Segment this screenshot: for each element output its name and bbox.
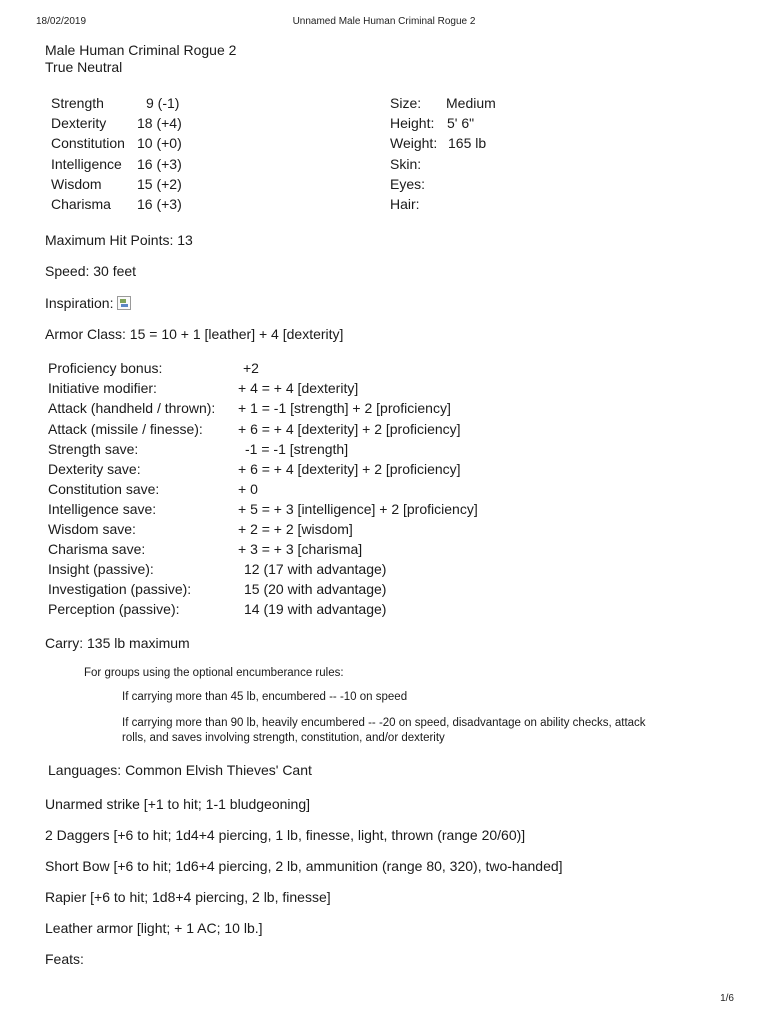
broken-image-icon — [117, 296, 131, 310]
ability-name: Constitution — [51, 135, 125, 151]
proficiency-label: Proficiency bonus: — [48, 360, 163, 376]
proficiency-value: + 2 = + 2 [wisdom] — [238, 521, 353, 537]
page-number: 1/6 — [720, 993, 734, 1004]
proficiency-label: Insight (passive): — [48, 561, 154, 577]
physical-value: 165 lb — [448, 135, 487, 151]
print-date: 18/02/2019 — [36, 16, 87, 27]
max-hit-points: Maximum Hit Points: 13 — [45, 232, 193, 248]
proficiency-value: 15 (20 with advantage) — [244, 581, 387, 597]
carry-capacity: Carry: 135 lb maximum — [45, 635, 190, 651]
proficiency-value: +2 — [243, 360, 259, 376]
proficiency-value: 12 (17 with advantage) — [244, 561, 387, 577]
proficiency-value: + 4 = + 4 [dexterity] — [238, 380, 359, 396]
proficiency-label: Strength save: — [48, 441, 139, 457]
proficiency-label: Intelligence save: — [48, 501, 157, 517]
ability-value: 16 (+3) — [137, 156, 182, 172]
proficiency-value: + 3 = + 3 [charisma] — [238, 541, 363, 557]
heavily-encumbered-rule-line2: rolls, and saves involving strength, constitution, and/or dexterity — [122, 732, 445, 744]
ability-value: 18 (+4) — [137, 115, 182, 131]
proficiency-value: + 6 = + 4 [dexterity] + 2 [proficiency] — [238, 461, 461, 477]
encumbrance-intro: For groups using the optional encumberance rules: — [84, 667, 344, 679]
proficiency-value: + 6 = + 4 [dexterity] + 2 [proficiency] — [238, 421, 461, 437]
inspiration — [45, 295, 131, 312]
proficiency-value: -1 = -1 [strength] — [245, 441, 349, 457]
proficiency-label: Investigation (passive): — [48, 581, 192, 597]
encumbered-rule: If carrying more than 45 lb, encumbered -- -10 on speed — [122, 691, 408, 703]
physical-label: Hair: — [390, 196, 420, 212]
physical-label: Weight: — [390, 135, 438, 151]
inspiration-label: Inspiration: — [45, 295, 114, 311]
proficiency-label: Constitution save: — [48, 481, 160, 497]
ability-value: 10 (+0) — [137, 135, 182, 151]
ability-name: Wisdom — [51, 176, 102, 192]
page-title: Unnamed Male Human Criminal Rogue 2 — [292, 16, 476, 27]
feats-heading: Feats: — [45, 951, 84, 967]
proficiency-label: Initiative modifier: — [48, 380, 157, 396]
ability-name: Dexterity — [51, 115, 107, 131]
equipment-item: Short Bow [+6 to hit; 1d6+4 piercing, 2 lb, ammunition (range 80, 320), two-handed] — [45, 858, 563, 874]
proficiency-value: + 5 = + 3 [intelligence] + 2 [proficiency] — [238, 501, 478, 517]
ability-name: Charisma — [51, 196, 111, 212]
equipment-item: Unarmed strike [+1 to hit; 1-1 bludgeoning] — [45, 796, 310, 812]
equipment-item: Rapier [+6 to hit; 1d8+4 piercing, 2 lb, finesse] — [45, 889, 331, 905]
ability-name: Intelligence — [51, 156, 122, 172]
equipment-item: 2 Daggers [+6 to hit; 1d4+4 piercing, 1 lb, finesse, light, thrown (range 20/60)] — [45, 827, 526, 843]
ability-value: 9 (-1) — [146, 95, 180, 111]
heavily-encumbered-rule-line1: If carrying more than 90 lb, heavily encumbered -- -20 on speed, disadvantage on ability checks, attack — [122, 717, 646, 729]
character-summary: Male Human Criminal Rogue 2 — [45, 42, 237, 58]
character-alignment: True Neutral — [45, 59, 123, 75]
ability-name: Strength — [51, 95, 104, 111]
equipment-item: Leather armor [light; + 1 AC; 10 lb.] — [45, 920, 263, 936]
physical-label: Height: — [390, 115, 435, 131]
ability-value: 15 (+2) — [137, 176, 182, 192]
proficiency-value: + 1 = -1 [strength] + 2 [proficiency] — [238, 400, 451, 416]
speed: Speed: 30 feet — [45, 263, 137, 279]
proficiency-label: Attack (handheld / thrown): — [48, 400, 216, 416]
physical-label: Skin: — [390, 156, 422, 172]
proficiency-label: Perception (passive): — [48, 601, 180, 617]
physical-value: 5' 6" — [447, 115, 475, 131]
languages: Languages: Common Elvish Thieves' Cant — [48, 762, 312, 778]
proficiency-label: Attack (missile / finesse): — [48, 421, 203, 437]
proficiency-value: 14 (19 with advantage) — [244, 601, 387, 617]
ability-value: 16 (+3) — [137, 196, 182, 212]
proficiency-label: Dexterity save: — [48, 461, 141, 477]
proficiency-label: Charisma save: — [48, 541, 146, 557]
proficiency-label: Wisdom save: — [48, 521, 136, 537]
physical-label: Size: — [390, 95, 422, 111]
proficiency-value: + 0 — [238, 481, 258, 497]
physical-label: Eyes: — [390, 176, 426, 192]
physical-value: Medium — [446, 95, 496, 111]
armor-class: Armor Class: 15 = 10 + 1 [leather] + 4 [dexterity] — [45, 326, 344, 342]
